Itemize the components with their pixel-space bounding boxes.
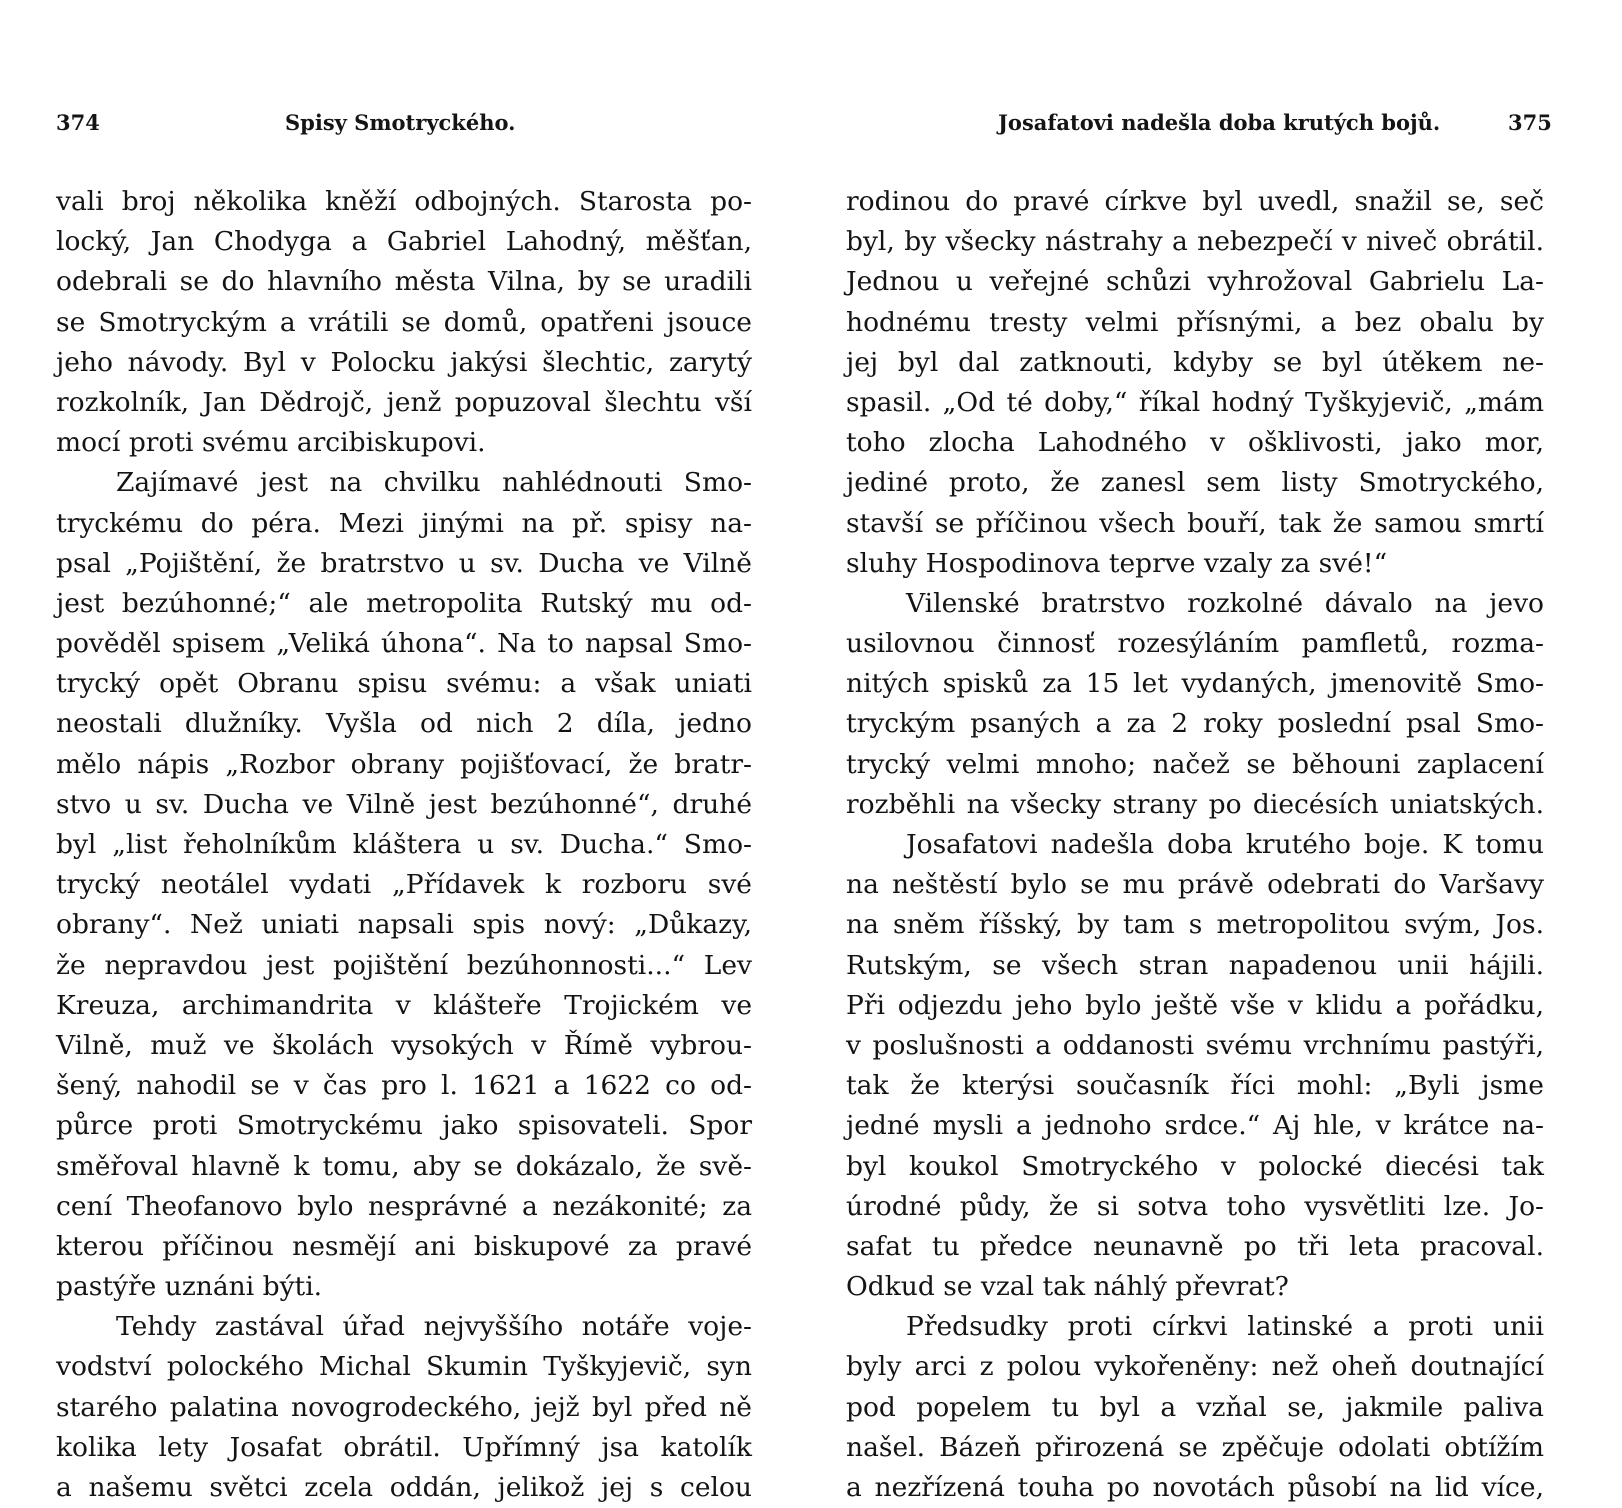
text-line: Při odjezdu jeho bylo ještě vše v klidu a pořádku, xyxy=(846,989,1544,1021)
text-line: rozběhli na všecky strany po diecésích uniatských. xyxy=(846,788,1544,820)
text-line: obrany“. Než uniati napsali spis nový: „Důkazy, xyxy=(56,909,752,941)
text-line: mocí proti svému arcibiskupovi. xyxy=(56,427,486,459)
text-line: tryckým psaných a za 2 roky poslední psal Smo- xyxy=(846,708,1544,740)
text-line: byl „list řeholníkům kláštera u sv. Ducha.“ Smo- xyxy=(56,829,752,860)
text-line: safat tu předce neunavně po tři leta pracoval. xyxy=(846,1230,1544,1262)
text-line: mělo nápis „Rozbor obrany pojišťovací, že bratr- xyxy=(56,748,752,780)
text-line: odebrali se do hlavního města Vilna, by se uradili xyxy=(56,266,752,298)
text-line: psal „Pojištění, že bratrstvo u sv. Ducha ve Vilně xyxy=(56,547,752,579)
text-line: se Smotryckým a vrátili se domů, opatřeni jsouce xyxy=(56,306,752,338)
text-line: kolika lety Josafat obrátil. Upřímný jsa katolík xyxy=(56,1431,752,1463)
text-line: vali broj několika kněží odbojných. Starosta po- xyxy=(56,186,752,217)
text-line: trycký velmi mnoho; načež se běhouni zaplacení xyxy=(846,748,1544,780)
text-line: byly arci z polou vykořeněny: než oheň doutnající xyxy=(846,1351,1544,1383)
text-line: jej byl dal zatknouti, kdyby se byl útěkem ne- xyxy=(846,346,1544,378)
text-line: jedné mysli a jednoho srdce.“ Aj hle, v krátce na- xyxy=(846,1110,1544,1142)
text-line: že nepravdou jest pojištění bezúhonnosti...“ Lev xyxy=(56,949,752,981)
text-line: byl koukol Smotryckého v polocké diecési tak xyxy=(846,1150,1544,1182)
text-line: Předsudky proti církvi latinské a proti unii xyxy=(906,1311,1544,1343)
text-line: starého palatina novogrodeckého, jejž byl před ně xyxy=(56,1391,752,1423)
text-line: neostali dlužníky. Vyšla od nich 2 díla, jedno xyxy=(56,708,752,740)
text-line: jediné proto, že zanesl sem listy Smotryckého, xyxy=(846,467,1544,499)
left-page xyxy=(0,0,811,1501)
page-body xyxy=(846,182,1544,1508)
text-line: Zajímavé jest na chvilku nahlédnouti Smo- xyxy=(116,467,752,499)
text-line: rozkolník, Jan Dědrojč, jenž popuzoval šlechtu vší xyxy=(56,386,752,418)
text-line: sluhy Hospodinova teprve vzaly za své!“ xyxy=(846,547,1388,579)
text-line: Jednou u veřejné schůzi vyhrožoval Gabrielu La- xyxy=(846,266,1544,298)
text-line: Kreuza, archimandrita v klášteře Trojickém ve xyxy=(56,989,752,1021)
text-line: našel. Bázeň přirozená se zpěčuje odolati obtížím xyxy=(846,1431,1544,1463)
text-line: tak že kterýsi současník říci mohl: „Byli jsme xyxy=(846,1070,1544,1102)
text-line: Josafatovi nadešla doba krutého boje. K tomu xyxy=(906,829,1544,860)
text-line: na neštěstí bylo se mu právě odebrati do Varšavy xyxy=(846,869,1544,901)
text-line: tryckému do péra. Mezi jinými na př. spisy na- xyxy=(56,507,752,539)
text-line: spasil. „Od té doby,“ říkal hodný Tyškyjevič, „mám xyxy=(846,386,1544,418)
text-line: pastýře uznáni býti. xyxy=(56,1271,323,1303)
right-page xyxy=(811,0,1622,1501)
text-line: Rutským, se všech stran napadenou unii hájili. xyxy=(846,949,1544,981)
text-line: Odkud se vzal tak náhlý převrat? xyxy=(846,1271,1289,1303)
text-line: rodinou do pravé církve byl uvedl, snažil se, seč xyxy=(846,186,1544,217)
page-number: 375 xyxy=(1508,110,1552,135)
text-line: trycký opět Obranu spisu svému: a však uniati xyxy=(56,668,752,700)
text-line: jest bezúhonné;“ ale metropolita Rutský mu od- xyxy=(56,587,752,619)
text-line: pověděl spisem „Veliká úhona“. Na to napsal Smo- xyxy=(56,628,752,660)
text-line: hodnému tresty velmi přísnými, a bez obalu by xyxy=(846,306,1544,338)
text-line: a našemu světci zcela oddán, jelikož jej s celou xyxy=(56,1472,752,1503)
text-line: na sněm říšský, by tam s metropolitou svým, Jos. xyxy=(846,909,1544,941)
text-line: usilovnou činnosť rozesýláním pamfletů, rozma- xyxy=(846,628,1544,660)
text-line: stvo u sv. Ducha ve Vilně jest bezúhonné“, druhé xyxy=(56,788,752,820)
text-line: Vilně, muž ve školách vysokých v Římě vybrou- xyxy=(56,1029,752,1061)
text-line: cení Theofanovo bylo nesprávné a nezákonité; za xyxy=(56,1190,752,1222)
text-line: úrodné půdy, že si sotva toho vysvětliti lze. Jo- xyxy=(846,1190,1544,1222)
text-line: nitých spisků za 15 let vydaných, jmenovitě Smo- xyxy=(846,668,1544,700)
text-line: pod popelem tu byl a vzňal se, jakmile paliva xyxy=(846,1391,1544,1423)
text-line: jeho návody. Byl v Polocku jakýsi šlechtic, zarytý xyxy=(56,346,752,378)
text-line: šený, nahodil se v čas pro l. 1621 a 1622 co od- xyxy=(56,1070,752,1102)
text-line: a nezřízená touha po novotách působí na lid více, xyxy=(846,1472,1544,1503)
text-line: směřoval hlavně k tomu, aby se dokázalo, že svě- xyxy=(56,1150,752,1182)
text-line: vodství polockého Michal Skumin Tyškyjevič, syn xyxy=(56,1351,752,1383)
page-body xyxy=(56,182,752,1508)
text-line: byl, by všecky nástrahy a nebezpečí v niveč obrátil. xyxy=(846,226,1544,258)
running-header: Josafatovi nadešla doba krutých bojů. xyxy=(998,110,1441,135)
text-line: locký, Jan Chodyga a Gabriel Lahodný, měšťan, xyxy=(56,226,752,258)
text-line: trycký neotálel vydati „Přídavek k rozboru své xyxy=(56,869,752,901)
text-line: Tehdy zastával úřad nejvyššího notáře voje- xyxy=(116,1311,752,1343)
page-number: 374 xyxy=(56,110,100,135)
text-line: půrce proti Smotryckému jako spisovateli. Spor xyxy=(56,1110,752,1142)
text-line: Vilenské bratrstvo rozkolné dávalo na jevo xyxy=(906,587,1544,619)
text-line: kterou příčinou nesmějí ani biskupové za pravé xyxy=(56,1230,752,1262)
text-line: v poslušnosti a oddanosti svému vrchnímu pastýři, xyxy=(846,1029,1544,1061)
text-line: stavší se příčinou všech bouří, tak že samou smrtí xyxy=(846,507,1544,539)
text-line: toho zlocha Lahodného v ošklivosti, jako mor, xyxy=(846,427,1544,459)
running-header: Spisy Smotryckého. xyxy=(285,110,516,135)
